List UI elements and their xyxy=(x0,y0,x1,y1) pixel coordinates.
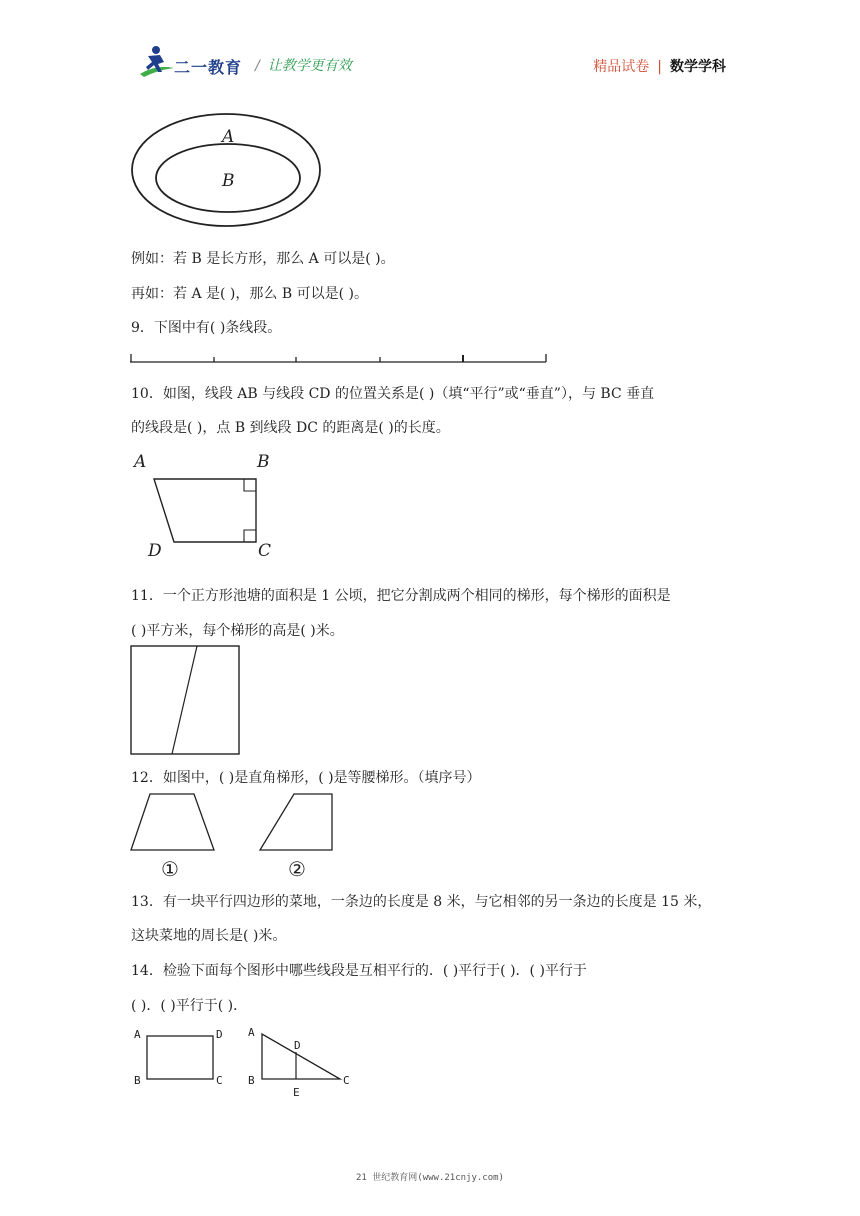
q14-rect-label-b: B xyxy=(134,1074,141,1087)
q14-line2: ( )．( )平行于( )． xyxy=(131,998,248,1014)
q10-label-a: A xyxy=(134,452,147,472)
tag-left: 精品试卷 xyxy=(593,59,650,75)
tag-right: 数学学科 xyxy=(670,59,726,75)
q14-rect-label-d: D xyxy=(216,1028,223,1041)
q10-label-d: D xyxy=(148,541,162,561)
page-footer: 21 世纪教育网(www.21cnjy.com) xyxy=(356,1173,504,1183)
slogan xyxy=(255,55,352,75)
triangle-abc xyxy=(245,1024,360,1102)
slogan-separator: / xyxy=(255,58,260,74)
q14-tri-label-b: B xyxy=(248,1074,255,1087)
runner-logo-icon xyxy=(136,44,176,78)
square-divided-figure xyxy=(129,644,243,758)
q8-line1: 例如：若 B 是长方形，那么 A 可以是( )。 xyxy=(131,251,395,267)
q12-label-2: ② xyxy=(288,857,306,880)
q14-rect-label-a: A xyxy=(134,1028,141,1041)
q12-label-1: ① xyxy=(161,857,179,880)
q14-line1: 14．检验下面每个图形中哪些线段是互相平行的．( )平行于( )．( )平行于 xyxy=(131,963,587,979)
q14-rect-label-c: C xyxy=(216,1074,223,1087)
q10-label-b: B xyxy=(257,452,270,472)
q11-line1: 11．一个正方形池塘的面积是 1 公顷，把它分割成两个相同的梯形，每个梯形的面积是 xyxy=(131,588,671,604)
header-tag xyxy=(593,56,726,76)
q14-tri-label-e: E xyxy=(293,1086,300,1099)
q10-label-c: C xyxy=(258,541,272,561)
trapezoid-abcd xyxy=(130,446,280,562)
page-header xyxy=(0,0,860,90)
q11-line2: ( )平方米，每个梯形的高是( )米。 xyxy=(131,623,344,639)
set-a-label: A xyxy=(222,127,235,147)
rectangle-abcd xyxy=(130,1024,230,1090)
q14-tri-label-a: A xyxy=(248,1026,255,1039)
set-diagram xyxy=(130,112,325,230)
q13-line1: 13．有一块平行四边形的菜地，一条边的长度是 8 米，与它相邻的另一条边的长度是 15 米， xyxy=(131,894,712,910)
q10-line1: 10．如图，线段 AB 与线段 CD 的位置关系是( )（填“平行”或“垂直”），与 BC 垂直 xyxy=(131,386,655,402)
q14-tri-label-d: D xyxy=(294,1039,301,1052)
q8-line2: 再如：若 A 是( )，那么 B 可以是( )。 xyxy=(131,286,368,302)
tag-bar: | xyxy=(657,59,662,75)
q14-tri-label-c: C xyxy=(343,1074,350,1087)
q10-line2: 的线段是( )，点 B 到线段 DC 的距离是( )的长度。 xyxy=(131,420,450,436)
set-b-label: B xyxy=(222,171,235,191)
slogan-text: 让教学更有效 xyxy=(267,58,352,74)
q12-text: 12．如图中，( )是直角梯形，( )是等腰梯形。（填序号） xyxy=(131,770,481,786)
trapezoid-options-figure xyxy=(128,790,343,880)
segment-line-figure xyxy=(128,350,552,366)
logo-text: 二一教育 xyxy=(174,58,243,77)
q9-text: 9．下图中有( )条线段。 xyxy=(131,320,282,336)
q13-line2: 这块菜地的周长是( )米。 xyxy=(131,928,287,944)
